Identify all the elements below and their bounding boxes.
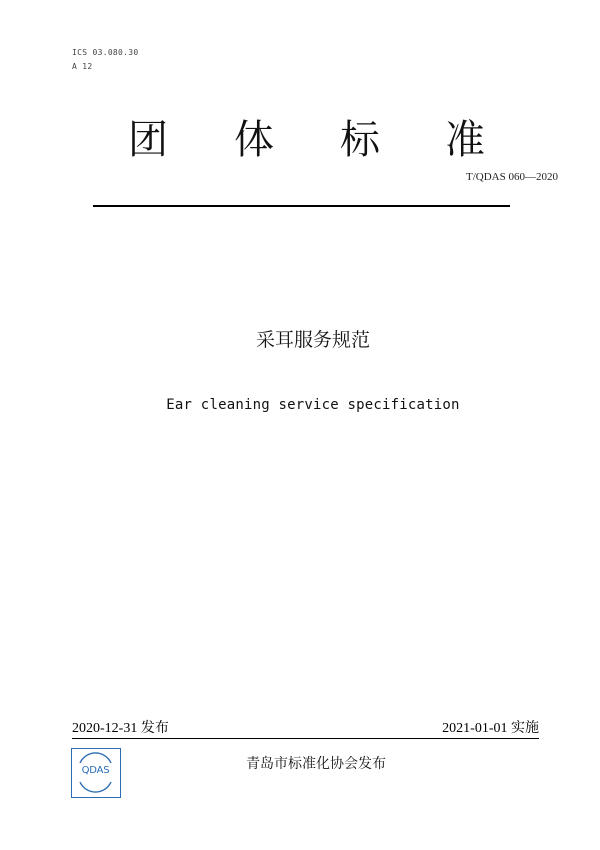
title-char-3: 标 xyxy=(340,117,380,163)
document-title-en: Ear cleaning service specification xyxy=(166,397,460,413)
standard-number: T/QDAS 060—2020 xyxy=(466,171,558,183)
title-char-1: 团 xyxy=(128,117,168,163)
title-char-2: 体 xyxy=(234,117,274,163)
title-char-4: 准 xyxy=(445,117,485,163)
issue-date: 2020-12-31 发布 xyxy=(72,721,169,736)
ccs-code: A 12 xyxy=(72,62,93,71)
publisher: 青岛市标准化协会发布 xyxy=(246,756,386,772)
footer-divider xyxy=(72,738,539,739)
standard-type-title xyxy=(0,112,600,172)
implementation-date: 2021-01-01 实施 xyxy=(442,721,539,736)
classification-codes xyxy=(72,46,139,74)
document-title-cn: 采耳服务规范 xyxy=(255,329,370,351)
ics-code: ICS 03.080.30 xyxy=(72,48,139,57)
logo-text: QDAS xyxy=(81,765,110,776)
header-divider xyxy=(93,205,510,207)
